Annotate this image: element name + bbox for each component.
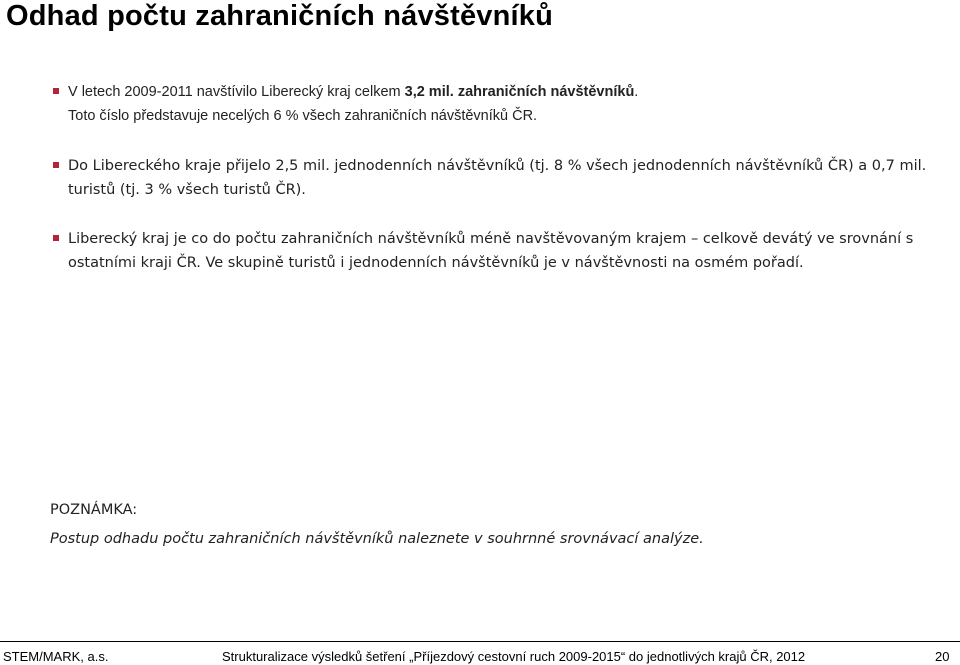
bullet-line: [68, 227, 928, 251]
bullet-text: Liberecký kraj je co do počtu zahraničních návštěvníků méně navštěvovaným krajem – celkově devátý ve srovnání s: [68, 231, 914, 247]
bullet-square-icon: [53, 162, 59, 168]
bullet-text: V letech 2009-2011 navštívilo Liberecký kraj celkem: [68, 84, 405, 100]
note-section: [50, 498, 930, 551]
bullet-line: ostatními kraji ČR. Ve skupině turistů i jednodenních návštěvníků je v návštěvnosti na osmém pořadí.: [68, 255, 804, 271]
bullet-line: Toto číslo představuje necelých 6 % všech zahraničních návštěvníků ČR.: [68, 108, 538, 124]
bullet-day-visitors: [68, 154, 928, 202]
bullet-emphasis: 3,2 mil. zahraničních návštěvníků: [404, 84, 635, 100]
bullet-text: Do Libereckého kraje přijelo 2,5 mil. jednodenních návštěvníků (tj. 8 % všech jednodenních návštěvníků ČR) a 0,7 mil.: [68, 158, 927, 174]
footer-divider: [0, 641, 960, 642]
bullet-square-icon: [53, 235, 59, 241]
bullet-square-icon: [53, 88, 59, 94]
footer-company: STEM/MARK, a.s.: [3, 649, 109, 664]
bullet-ranking: [68, 227, 928, 275]
note-text: Postup odhadu počtu zahraničních návštěvníků naleznete v souhrnné srovnávací analýze.: [50, 531, 704, 547]
page-title: Odhad počtu zahraničních návštěvníků: [6, 0, 554, 32]
bullet-visitors-total: [68, 80, 928, 128]
note-label: POZNÁMKA:: [50, 502, 138, 518]
bullet-line: turistů (tj. 3 % všech turistů ČR).: [68, 182, 306, 198]
footer-report-title: Strukturalizace výsledků šetření „Příjezdový cestovní ruch 2009-2015“ do jednotlivých krajů ČR, 2012: [222, 649, 806, 664]
bullet-line: [68, 80, 928, 104]
bullet-line: [68, 154, 928, 178]
bullet-text: .: [634, 84, 639, 100]
page-number: 20: [935, 649, 950, 664]
